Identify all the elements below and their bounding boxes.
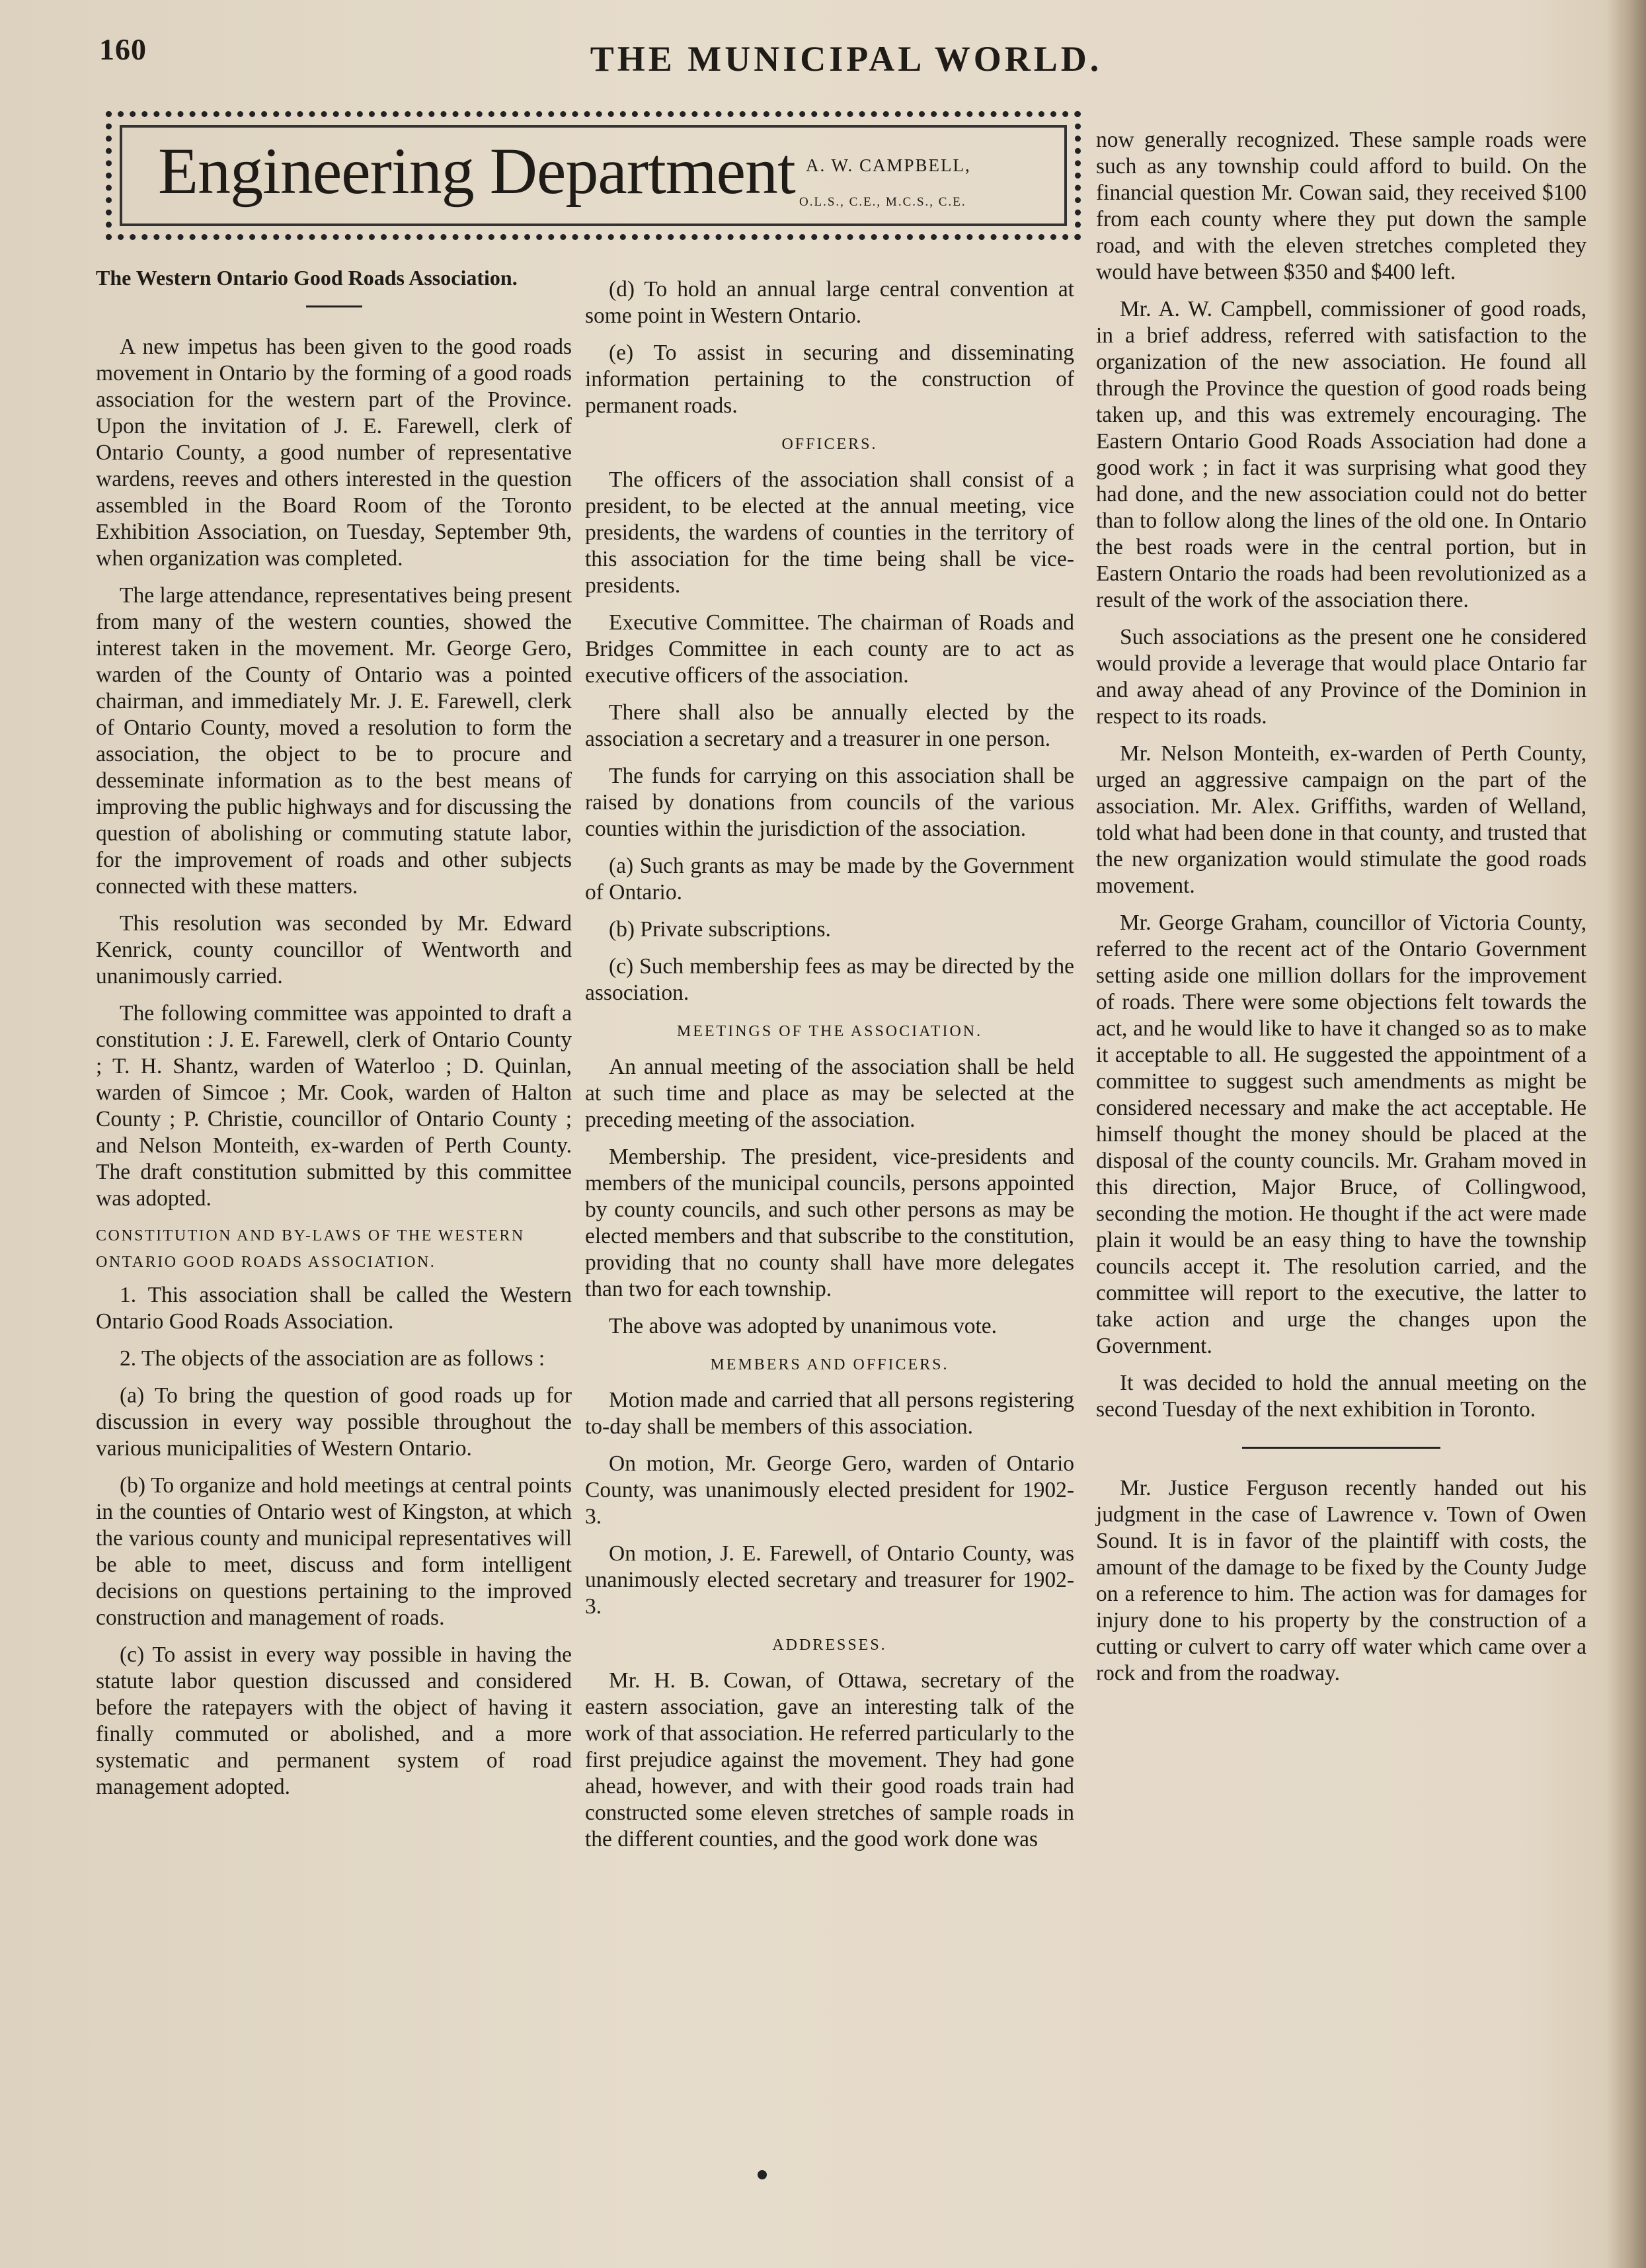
paragraph: 1. This association shall be called the Western Ontario Good Roads Association. bbox=[96, 1283, 572, 1334]
paragraph: An annual meeting of the association shall be held at such time and place as may be selected at the preceding meeting of the association. bbox=[585, 1055, 1074, 1132]
paragraph: (b) To organize and hold meetings at central points in the counties of Ontario west of Kingston, at which the various county and municipal representatives will be able to meet, discuss and form intelligent decisions on questions pertaining to the improved construction and management of roads. bbox=[96, 1473, 572, 1630]
column-3 bbox=[1096, 127, 1587, 1697]
paragraph: The funds for carrying on this association shall be raised by donations from councils of the various counties within the jurisdiction of the association. bbox=[585, 764, 1074, 841]
paragraph: (d) To hold an annual large central convention at some point in Western Ontario. bbox=[585, 277, 1074, 328]
article-title: The Western Ontario Good Roads Association. bbox=[96, 266, 518, 290]
paragraph: On motion, J. E. Farewell, of Ontario County, was unanimously elected secretary and treasurer for 1902-3. bbox=[585, 1541, 1074, 1619]
department-credentials: O.L.S., C.E., M.C.S., C.E. bbox=[799, 195, 966, 209]
department-title: Engineering Department bbox=[158, 134, 795, 208]
paragraph: Executive Committee. The chairman of Roads and Bridges Committee in each county are to act as executive officers of the association. bbox=[585, 610, 1074, 688]
journal-title: THE MUNICIPAL WORLD. bbox=[590, 39, 1103, 79]
paragraph: (a) Such grants as may be made by the Government of Ontario. bbox=[585, 854, 1074, 905]
paragraph: Mr. Nelson Monteith, ex-warden of Perth County, urged an aggressive campaign on the part of the association. Mr. Alex. Griffiths, warden of Welland, told what had been done in that county, and trusted that the new organization would stimulate the good roads movement. bbox=[1096, 741, 1587, 898]
paragraph: (b) Private subscriptions. bbox=[609, 917, 831, 942]
department-banner bbox=[106, 111, 1081, 240]
paragraph: Mr. George Graham, councillor of Victoria County, referred to the recent act of the Ontario Government setting aside one million dollars for the improvement of roads. There were some objections felt towards the act, and he would like to have it changed so as to make it acceptable to all. He suggested the appointment of a committee to suggest such amendments as might be considered necessary and make the act acceptable. He himself thought the money should be placed at the disposal of the county councils. Mr. Graham moved in this direction, Major Bruce, of Collingwood, seconding the motion. He thought if the act were made plain it would be an easy thing to have the township councils accept it. The resolution carried, and the committee will report to the executive, the latter to take action and urge the changes upon the Government. bbox=[1096, 911, 1587, 1358]
paragraph: Membership. The president, vice-presidents and members of the municipal councils, persons appointed by county councils, and such other persons as may be elected members and that subscribe to the constitution, providing that no county shall have more delegates than two for each township. bbox=[585, 1145, 1074, 1301]
paragraph: There shall also be annually elected by the association a secretary and a treasurer in one person. bbox=[585, 700, 1074, 751]
paragraph: Mr. H. B. Cowan, of Ottawa, secretary of the eastern association, gave an interesting talk of the work of that association. He referred particularly to the first prejudice against the movement. They had gone ahead, however, and with their good roads train had constructed some eleven stretches of sample roads in the different counties, and the good work done was bbox=[585, 1668, 1074, 1851]
page-number: 160 bbox=[99, 32, 147, 66]
paragraph: (c) To assist in every way possible in having the statute labor question discussed and considered before the ratepayers with the object of having it finally commuted or abolished, and a more systematic and permanent system of road management adopted. bbox=[96, 1642, 572, 1799]
binding-shadow bbox=[1606, 0, 1646, 2268]
paragraph: Motion made and carried that all persons registering to-day shall be members of this association. bbox=[585, 1388, 1074, 1439]
paragraph: Such associations as the present one he considered would provide a leverage that would place Ontario far and away ahead of any Province of the Dominion in respect to its roads. bbox=[1096, 625, 1587, 729]
officers-heading: OFFICERS. bbox=[781, 436, 878, 453]
paragraph: (c) Such membership fees as may be directed by the association. bbox=[585, 954, 1074, 1005]
paragraph: On motion, Mr. George Gero, warden of Ontario County, was unanimously elected president for 1902-3. bbox=[585, 1451, 1074, 1529]
page-ornament-dot bbox=[758, 2170, 767, 2179]
news-item-paragraph: Mr. Justice Ferguson recently handed out his judgment in the case of Lawrence v. Town of Owen Sound. It is in favor of the plaintiff with costs, the amount of the damage to be fixed by the County Judge on a reference to him. The action was for damages for injury done to his property by the construction of a cutting or culvert to carry off water which came over a rock and from the roadway. bbox=[1096, 1476, 1587, 1685]
paragraph: now generally recognized. These sample roads were such as any township could afford to build. On the financial question Mr. Cowan said, they received $100 from each county where they put down the sample road, and with the eleven stretches completed they would have between $350 and $400 left. bbox=[1096, 128, 1587, 284]
paragraph: (a) To bring the question of good roads up for discussion in every way possible throughout the various municipalities of Western Ontario. bbox=[96, 1383, 572, 1461]
meetings-heading: MEETINGS OF THE ASSOCIATION. bbox=[676, 1023, 983, 1040]
paragraph: It was decided to hold the annual meeting on the second Tuesday of the next exhibition in Toronto. bbox=[1096, 1371, 1587, 1422]
paragraph: A new impetus has been given to the good roads movement in Ontario by the forming of a good roads association for the western part of the Province. Upon the invitation of J. E. Farewell, clerk of Ontario County, a good number of representative wardens, reeves and others interested in the question assembled in the Board Room of the Toronto Exhibition Association, on Tuesday, September 9th, when organization was completed. bbox=[96, 335, 572, 571]
paragraph: This resolution was seconded by Mr. Edward Kenrick, county councillor of Wentworth and unanimously carried. bbox=[96, 911, 572, 989]
paragraph: The large attendance, representatives being present from many of the western counties, showed the interest taken in the movement. Mr. George Gero, warden of the County of Ontario was a pointed chairman, and immediately Mr. J. E. Farewell, clerk of Ontario County, moved a resolution to form the association, the object to be to procure and desseminate information as to the best means of improving the public highways and for discussing the question of abolishing or commuting statute labor, for the improvement of roads and other subjects connected with these matters. bbox=[96, 583, 572, 899]
constitution-heading: CONSTITUTION AND BY-LAWS OF THE WESTERN ONTARIO GOOD ROADS ASSOCIATION. bbox=[96, 1227, 525, 1271]
title-rule bbox=[306, 305, 362, 307]
paragraph: Mr. A. W. Campbell, commissioner of good roads, in a brief address, referred with satisfaction to the organization of the new association. He found all through the Province the question of good roads being taken up, and this was extremely encouraging. The Eastern Ontario Good Roads Association had done a good work ; in fact it was surprising what good they had done, and the new association could not do better than to follow along the lines of the old one. In Ontario the best roads were in the central portion, but in Eastern Ontario the roads had been revolutionized as a result of the work of the association there. bbox=[1096, 297, 1587, 612]
section-divider bbox=[1242, 1447, 1440, 1449]
members-heading: MEMBERS AND OFFICERS. bbox=[710, 1356, 949, 1373]
paragraph: 2. The objects of the association are as follows : bbox=[120, 1346, 545, 1371]
addresses-heading: ADDRESSES. bbox=[772, 1637, 887, 1654]
paragraph: The above was adopted by unanimous vote. bbox=[609, 1314, 998, 1338]
paragraph: The following committee was appointed to draft a constitution : J. E. Farewell, clerk of Ontario County ; T. H. Shantz, warden of Waterloo ; D. Quinlan, warden of Simcoe ; Mr. Cook, warden of Halton County ; P. Christie, councillor of Ontario County ; and Nelson Monteith, ex-warden of Perth County. The draft constitution submitted by this committee was adopted. bbox=[96, 1001, 572, 1211]
paragraph: The officers of the association shall consist of a president, to be elected at the annual meeting, vice presidents, the wardens of counties in the territory of this association for the time being shall be vice-presidents. bbox=[585, 467, 1074, 598]
department-author: A. W. CAMPBELL, bbox=[806, 155, 971, 175]
column-1 bbox=[96, 264, 572, 1811]
paragraph: (e) To assist in securing and disseminating information pertaining to the construction of permanent roads. bbox=[585, 341, 1074, 418]
column-2 bbox=[585, 276, 1074, 1863]
